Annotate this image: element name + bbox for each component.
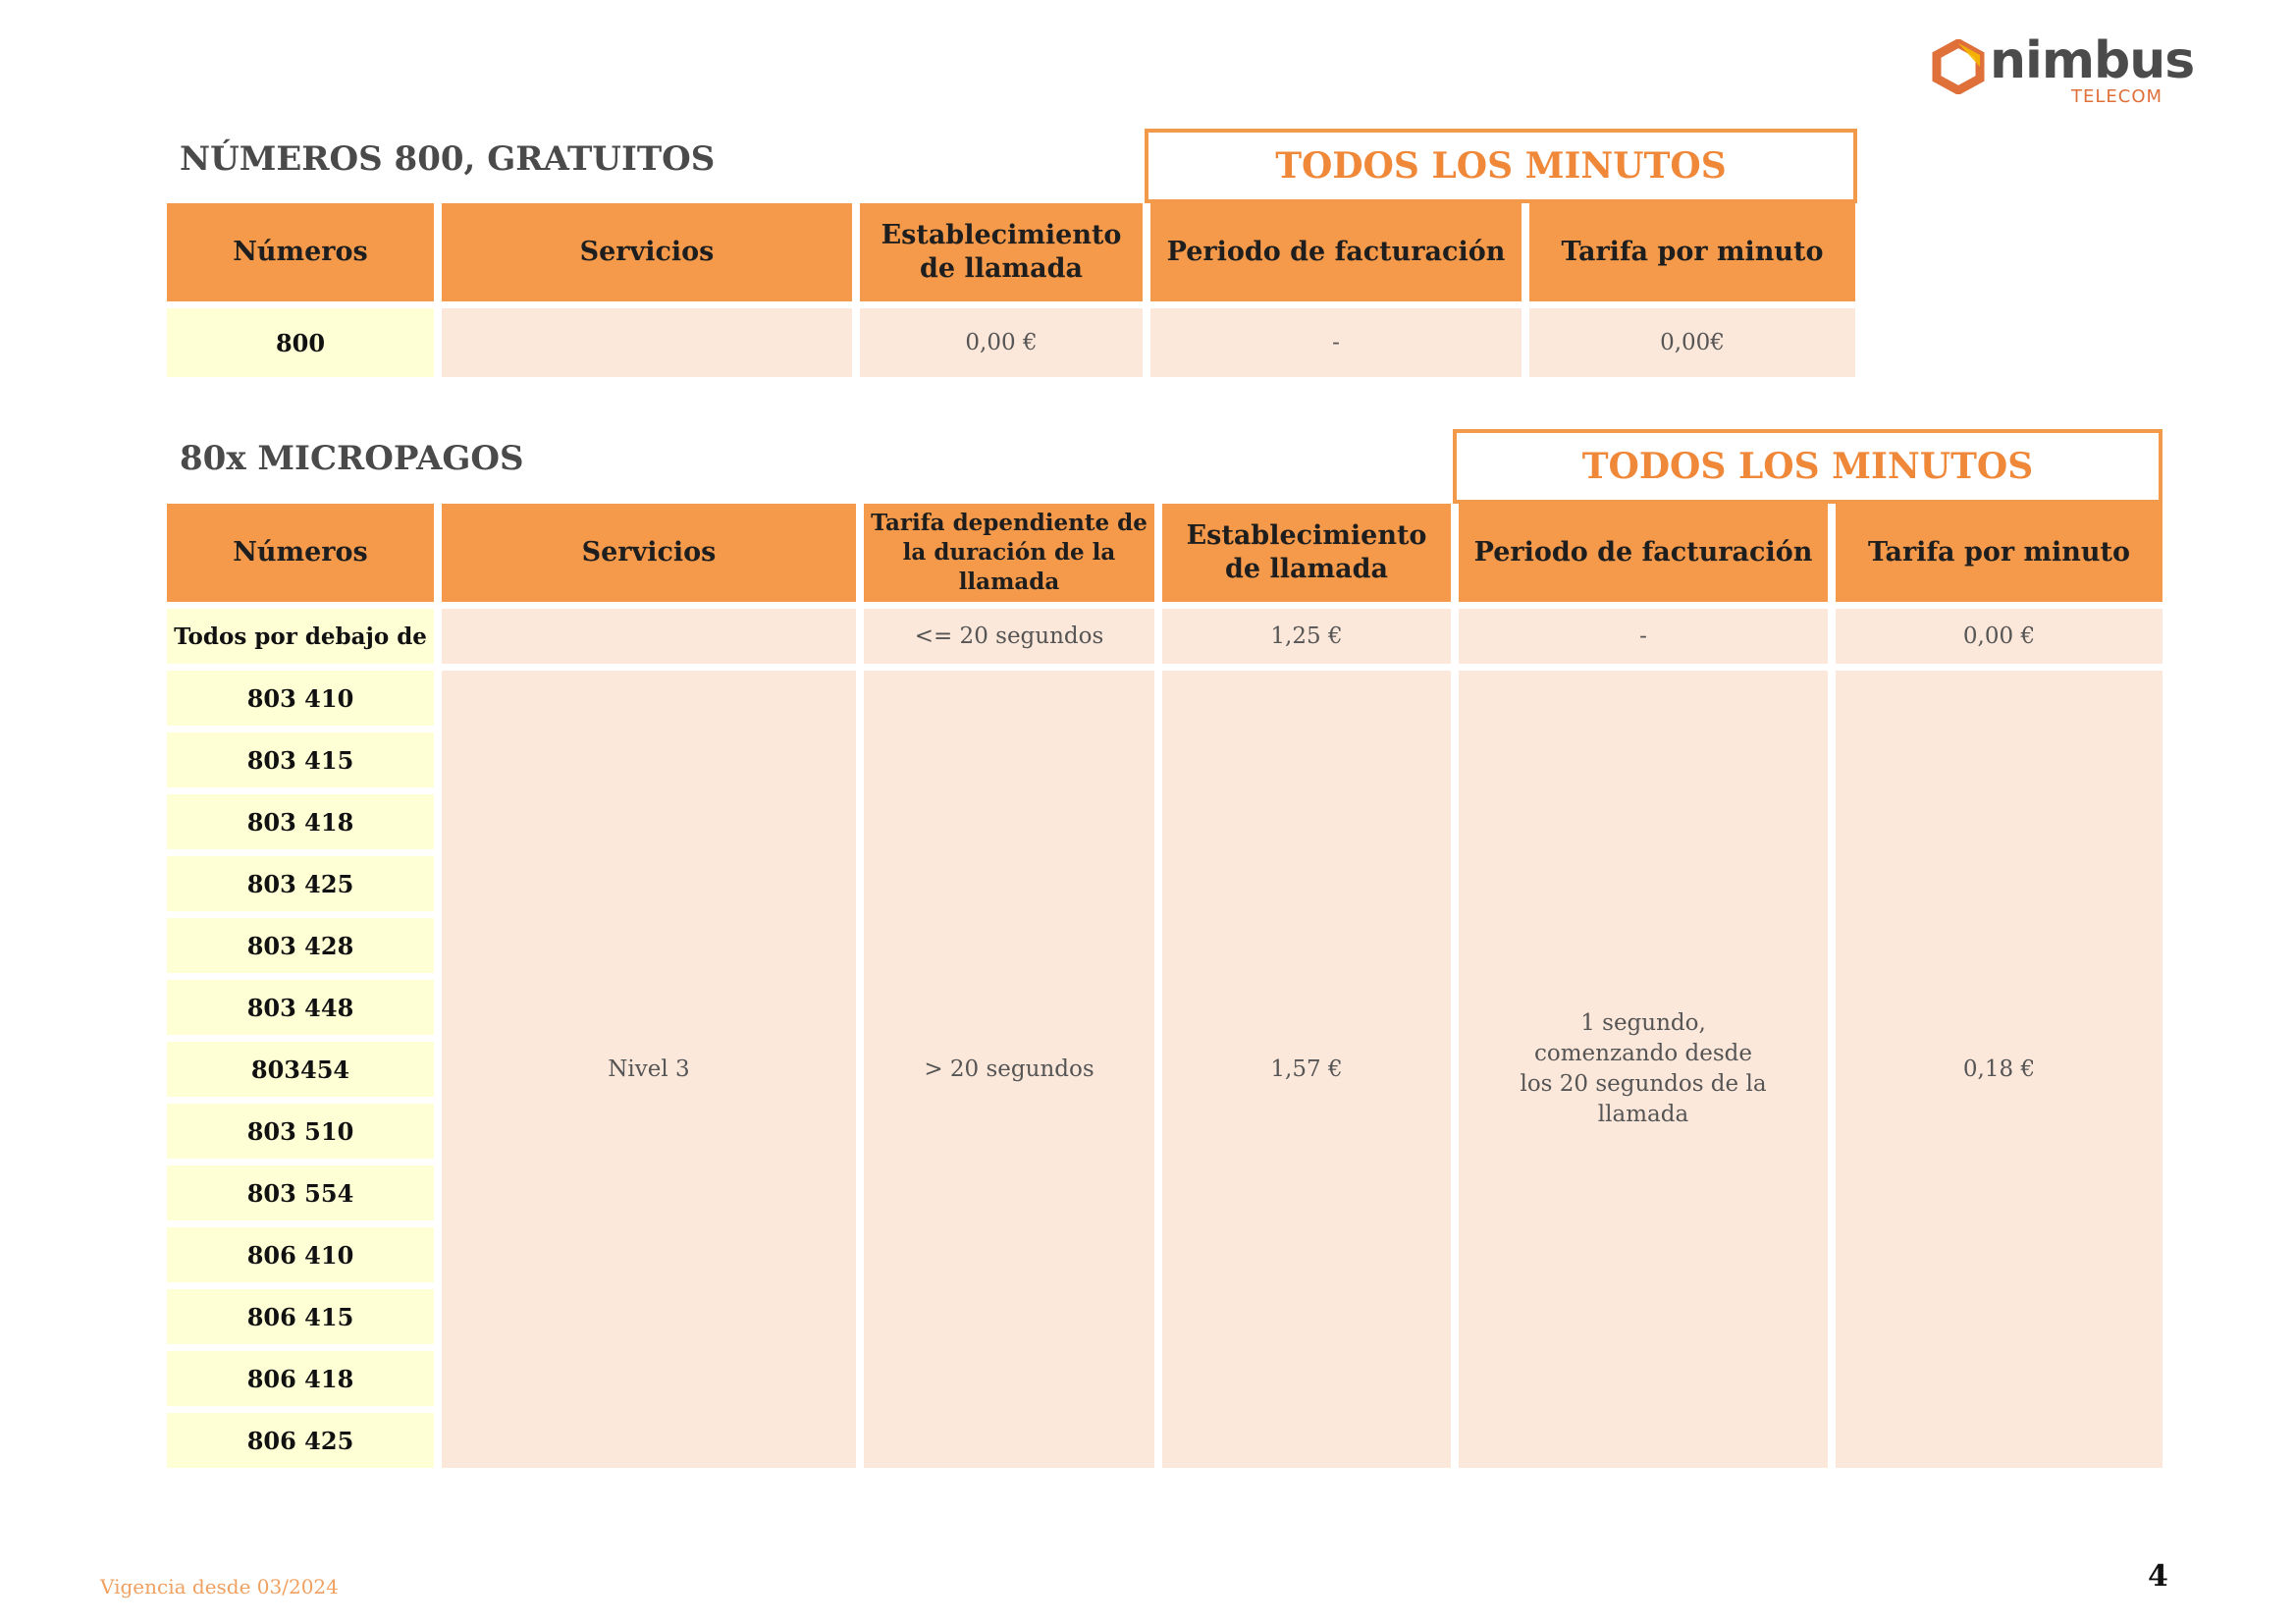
s2-first-duracion: <= 20 segundos xyxy=(864,609,1154,664)
s2-first-establecimiento: 1,25 € xyxy=(1162,609,1451,664)
s2-number: 803454 xyxy=(167,1042,434,1097)
s1-number-800: 800 xyxy=(167,308,434,377)
section2-banner: TODOS LOS MINUTOS xyxy=(1453,429,2163,504)
s2-first-tarifa: 0,00 € xyxy=(1836,609,2163,664)
page-number: 4 xyxy=(2148,1559,2168,1594)
s2-number: 806 418 xyxy=(167,1351,434,1406)
logo-subtitle: TELECOM xyxy=(2071,86,2163,107)
s2-first-number: Todos por debajo de xyxy=(167,609,434,664)
section1-banner: TODOS LOS MINUTOS xyxy=(1145,129,1857,203)
s2-number: 803 410 xyxy=(167,671,434,726)
s2-first-servicios xyxy=(442,609,856,664)
s2-header-tarifa: Tarifa por minuto xyxy=(1836,504,2163,602)
s1-header-periodo: Periodo de facturación xyxy=(1150,203,1522,301)
s2-duracion-merged: > 20 segundos xyxy=(864,671,1154,1468)
s2-establecimiento-merged: 1,57 € xyxy=(1162,671,1451,1468)
s2-header-duracion: Tarifa dependiente de la duración de la llamada xyxy=(864,504,1154,602)
s2-number: 806 410 xyxy=(167,1227,434,1282)
s1-tarifa: 0,00€ xyxy=(1529,308,1855,377)
logo-wordmark: nimbus xyxy=(1990,31,2195,90)
s2-number: 803 418 xyxy=(167,794,434,849)
s2-first-periodo: - xyxy=(1459,609,1828,664)
s2-number: 803 428 xyxy=(167,918,434,973)
s2-header-establecimiento: Establecimiento de llamada xyxy=(1162,504,1451,602)
s2-periodo-merged: 1 segundo, comenzando desde los 20 segundos de la llamada xyxy=(1459,671,1828,1468)
s2-servicios-merged: Nivel 3 xyxy=(442,671,856,1468)
validity-note: Vigencia desde 03/2024 xyxy=(100,1575,339,1598)
hexagon-icon xyxy=(1931,39,1986,94)
s2-number: 803 425 xyxy=(167,856,434,911)
s1-header-servicios: Servicios xyxy=(442,203,852,301)
s1-servicios xyxy=(442,308,852,377)
s2-number: 806 425 xyxy=(167,1413,434,1468)
s2-header-periodo: Periodo de facturación xyxy=(1459,504,1828,602)
s1-header-numeros: Números xyxy=(167,203,434,301)
s1-establecimiento: 0,00 € xyxy=(860,308,1143,377)
s2-number: 803 415 xyxy=(167,732,434,787)
nimbus-logo xyxy=(1931,31,2195,107)
s1-header-establecimiento: Establecimiento de llamada xyxy=(860,203,1143,301)
section2-title: 80x MICROPAGOS xyxy=(180,439,524,478)
s2-header-numeros: Números xyxy=(167,504,434,602)
section1-title: NÚMEROS 800, GRATUITOS xyxy=(180,139,716,179)
s2-header-servicios: Servicios xyxy=(442,504,856,602)
s1-header-tarifa: Tarifa por minuto xyxy=(1529,203,1855,301)
s1-periodo: - xyxy=(1150,308,1522,377)
s2-number: 803 554 xyxy=(167,1165,434,1220)
s2-number: 803 510 xyxy=(167,1104,434,1159)
s2-tarifa-merged: 0,18 € xyxy=(1836,671,2163,1468)
s2-number: 806 415 xyxy=(167,1289,434,1344)
s2-number: 803 448 xyxy=(167,980,434,1035)
